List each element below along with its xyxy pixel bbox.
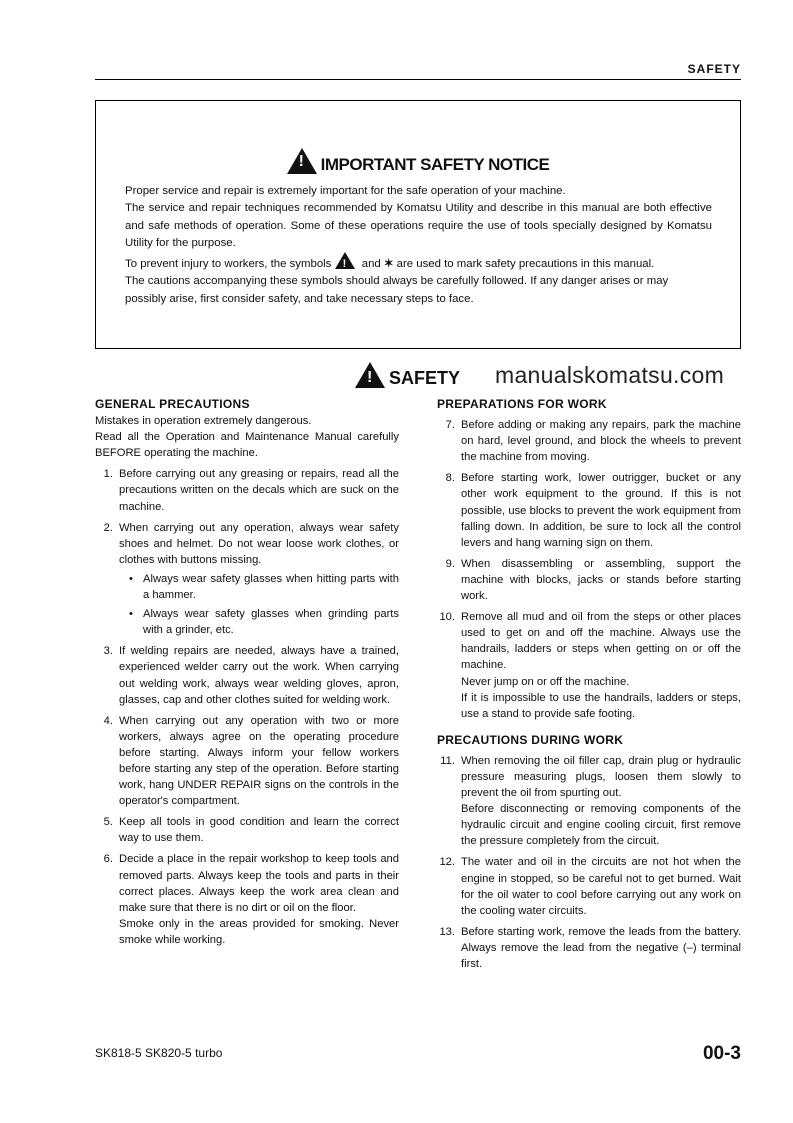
list-item — [95, 713, 399, 810]
item-text: Before starting work, remove the leads from the battery. Always remove the lead from the negative (–) terminal first. — [461, 925, 741, 970]
item-number: 11. — [440, 754, 455, 767]
list-item — [95, 643, 399, 707]
bullet-icon: • — [129, 608, 133, 621]
left-column — [95, 396, 399, 948]
list-item — [437, 924, 741, 972]
item-number: 1. — [103, 468, 113, 481]
notice-paragraph: The cautions accompanying these symbols should always be carefully followed. If any danger arises or may possibly arise, first consider safety, and take necessary steps to face. — [125, 275, 669, 305]
item-number: 10. — [439, 611, 455, 624]
bullet-icon: • — [129, 572, 133, 585]
list-item — [437, 609, 741, 722]
notice-paragraph — [125, 252, 712, 273]
item-number: 13. — [439, 925, 455, 938]
item-number: 4. — [103, 714, 113, 727]
preparations-heading: PREPARATIONS FOR WORK — [437, 397, 607, 411]
item-text: Before starting work, lower outrigger, bucket or any other work equipment to the ground. If this is not possible, use blocks to prevent the work equipment from falling down. In addition, be sure to lock all the control levers and hang warning sign on them. — [461, 472, 741, 549]
item-text: Smoke only in the areas provided for smoking. Never smoke while working. — [119, 917, 399, 946]
bullet-item — [119, 606, 399, 638]
warning-icon — [355, 362, 385, 388]
item-text: Keep all tools in good condition and learn the correct way to use them. — [119, 816, 399, 845]
notice-text-part: are used to mark safety precautions in this manual. — [396, 258, 655, 271]
item-text: Decide a place in the repair workshop to keep tools and removed parts. Always keep the tools and parts in their correct places. Always keep the work area clean and make sure that there is no dirt or oil on the floor. — [119, 853, 399, 914]
item-body — [461, 753, 741, 850]
item-text: When carrying out any operation with two or more workers, always agree on the operating procedure before starting. Always inform your fellow workers before starting any step of the operation. Before starting work, hang UNDER REPAIR signs on the controls in the operator's compartment. — [119, 714, 399, 808]
bullet-list — [95, 571, 399, 638]
safety-title — [355, 362, 460, 389]
general-precautions-heading: GENERAL PRECAUTIONS — [95, 397, 250, 411]
header-rule — [95, 79, 741, 80]
bullet-text: Always wear safety glasses when grinding parts with a grinder, etc. — [143, 608, 399, 637]
item-number: 5. — [103, 816, 113, 829]
list-item — [95, 466, 399, 514]
during-work-heading: PRECAUTIONS DURING WORK — [437, 732, 624, 747]
important-safety-notice — [95, 100, 741, 349]
item-text: Never jump on or off the machine. — [461, 675, 630, 688]
item-text: Before carrying out any greasing or repairs, read all the precautions written on the decals which are suck on the machine. — [119, 468, 399, 513]
item-number: 6. — [103, 853, 113, 866]
item-number: 3. — [103, 645, 113, 658]
list-item — [95, 814, 399, 846]
item-body — [461, 609, 741, 722]
page-number: 00-3 — [702, 1043, 741, 1064]
item-number: 8. — [445, 472, 455, 485]
list-item — [437, 854, 741, 918]
warning-icon — [287, 148, 317, 174]
notice-text-part: and — [361, 258, 381, 271]
item-text: Remove all mud and oil from the steps or other places used to get on and off the machine. Always use the handrails, ladders or steps when getting on or off the machine. — [461, 611, 741, 672]
item-text: When removing the oil filler cap, drain plug or hydraulic pressure measuring plugs, loosen them slowly to prevent the oil from spurting out. — [461, 754, 741, 800]
item-text: If it is impossible to use the handrails, ladders or steps, use a stand to provide safe footing. — [461, 691, 741, 720]
item-text: When carrying out any operation, always wear safety shoes and helmet. Do not wear loose work clothes, or clothes with buttons missing. — [119, 521, 399, 566]
item-text: The water and oil in the circuits are not hot when the engine in stopped, so be careful not to get burned. Wait for the oil water to cool before carrying out any work on the cooling water circuits. — [461, 856, 741, 917]
notice-paragraph: Proper service and repair is extremely important for the safe operation of your machine. — [125, 185, 566, 197]
list-item — [437, 417, 741, 465]
item-text: Before adding or making any repairs, park the machine on hard, level ground, and block the wheels to prevent the machine from moving. — [461, 419, 741, 464]
list-item — [437, 556, 741, 604]
watermark: manualskomatsu.com — [495, 362, 725, 388]
hazard-icon: ✶ — [383, 258, 394, 271]
right-column — [437, 396, 741, 972]
intro-text: Read all the Operation and Maintenance Manual carefully BEFORE operating the machine. — [95, 431, 399, 460]
item-body — [119, 851, 399, 948]
notice-text — [125, 183, 712, 308]
list-item — [437, 470, 741, 550]
item-number: 12. — [439, 856, 455, 869]
safety-title-text: SAFETY — [389, 368, 461, 388]
item-text: When disassembling or assembling, support the machine with blocks, jacks or stands before starting work. — [461, 557, 741, 603]
notice-paragraph: The service and repair techniques recommended by Komatsu Utility and describe in this manual are both effective and safe methods of operation. Some of these operations require the use of tools specially designed by Komatsu Utility for the purpose. — [125, 202, 712, 249]
list-item — [95, 851, 399, 948]
item-number: 9. — [445, 557, 455, 570]
notice-title — [96, 148, 740, 175]
item-text: Before disconnecting or removing components of the hydraulic circuit and engine cooling circuit, first remove the pressure completely from the circuit. — [461, 803, 741, 848]
notice-text-part: To prevent injury to workers, the symbols — [125, 258, 332, 271]
section-header: SAFETY — [687, 62, 741, 76]
intro-text: Mistakes in operation extremely dangerous. — [95, 415, 312, 428]
list-item — [437, 753, 741, 850]
bullet-text: Always wear safety glasses when hitting parts with a hammer. — [143, 572, 399, 602]
footer-model: SK818-5 SK820-5 turbo — [95, 1046, 223, 1060]
item-number: 7. — [445, 419, 455, 432]
warning-icon — [335, 252, 355, 269]
bullet-item — [119, 571, 399, 603]
item-text: If welding repairs are needed, always have a trained, experienced welder carry out the work. When carrying out welding work, always wear welding gloves, apron, glasses, cap and other clothes suited for welding work. — [119, 645, 399, 706]
notice-title-text: IMPORTANT SAFETY NOTICE — [320, 155, 550, 174]
item-number: 2. — [103, 521, 113, 534]
list-item — [95, 520, 399, 568]
